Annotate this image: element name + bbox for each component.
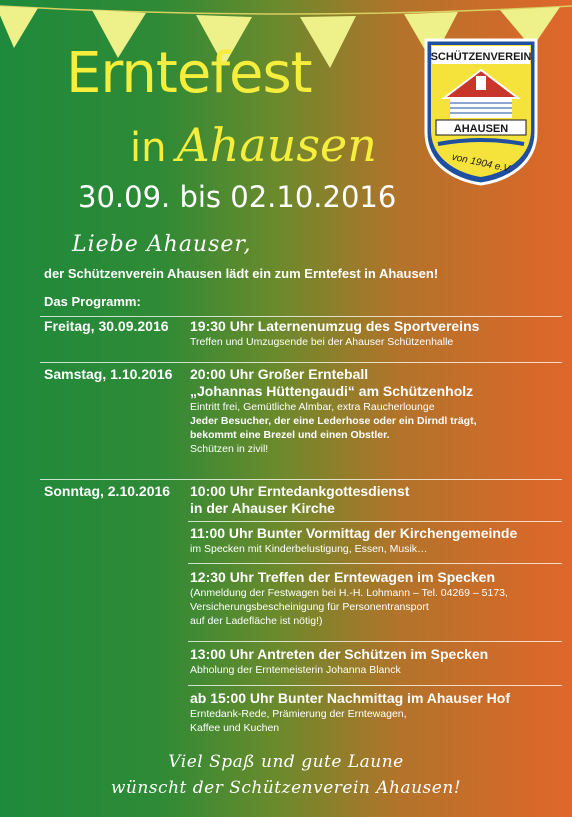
event-detail: (Anmeldung der Festwagen bei H.-H. Lohmann – Tel. 04269 – 5173, [190, 587, 508, 599]
event-title: 13:00 Uhr Antreten der Schützen im Specken [190, 646, 489, 662]
event-detail: Eintritt frei, Gemütliche Almbar, extra Raucherlounge [190, 401, 435, 413]
title-location [130, 118, 377, 172]
event-detail-bold: Jeder Besucher, der eine Lederhose oder ein Dirndl trägt, [190, 415, 477, 427]
event-title: 20:00 Uhr Großer Ernteball [190, 366, 369, 382]
event-sunday-1 [190, 483, 560, 517]
event-sunday-5 [190, 690, 560, 735]
badge-bottom-text: von 1904 e.V. [450, 151, 513, 176]
event-detail: Abholung der Erntemeisterin Johanna Blanck [190, 664, 401, 676]
badge-middle-text: AHAUSEN [453, 123, 509, 135]
event-detail-bold: bekommt eine Brezel und einen Obstler. [190, 429, 390, 441]
event-title: in der Ahauser Kirche [190, 500, 335, 516]
intro-text: der Schützenverein Ahausen lädt ein zum Erntefest in Ahausen! [44, 266, 439, 281]
badge-top-text: SCHÜTZENVEREIN [430, 51, 532, 63]
day-label-saturday: Samstag, 1.10.2016 [44, 366, 173, 382]
event-detail: Erntedank-Rede, Prämierung der Erntewagen, [190, 708, 407, 720]
event-detail: Versicherungsbescheinigung für Personentransport [190, 601, 429, 613]
divider [188, 563, 562, 564]
divider [188, 685, 562, 686]
event-detail: Kaffee und Kuchen [190, 722, 280, 734]
event-saturday-1 [190, 366, 560, 456]
day-label-friday: Freitag, 30.09.2016 [44, 318, 169, 334]
greeting: Liebe Ahauser, [72, 232, 252, 257]
title-place: Ahausen [176, 118, 377, 172]
event-detail: Schützen in zivil! [190, 443, 269, 455]
pennant [0, 6, 38, 48]
divider [40, 316, 562, 317]
event-title: 12:30 Uhr Treffen der Erntewagen im Specken [190, 569, 495, 585]
event-title: 10:00 Uhr Erntedankgottesdienst [190, 483, 410, 499]
event-title: ab 15:00 Uhr Bunter Nachmittag im Ahauser Hof [190, 690, 510, 706]
closing-line-2: wünscht der Schützenverein Ahausen! [110, 778, 462, 798]
event-title: 19:30 Uhr Laternenumzug des Sportvereins [190, 318, 480, 334]
event-detail: auf der Ladefläche ist nötig!) [190, 615, 323, 627]
page-title: Erntefest [66, 41, 312, 106]
event-sunday-2 [190, 525, 560, 556]
closing-line-1: Viel Spaß und gute Laune [168, 752, 404, 772]
divider [188, 521, 562, 522]
title-in: in [130, 125, 167, 171]
event-friday-1 [190, 318, 560, 349]
day-label-sunday: Sonntag, 2.10.2016 [44, 483, 171, 499]
event-title: „Johannas Hüttengaudi“ am Schützenholz [190, 383, 474, 399]
divider [40, 362, 562, 363]
event-sunday-4 [190, 646, 560, 677]
program-label: Das Programm: [44, 294, 141, 309]
club-emblem-icon [422, 36, 540, 186]
event-dates: 30.09. bis 02.10.2016 [78, 180, 397, 214]
divider [40, 479, 562, 480]
divider [188, 641, 562, 642]
event-detail: Treffen und Umzugsende bei der Ahauser Schützenhalle [190, 336, 454, 348]
event-sunday-3 [190, 569, 560, 628]
event-detail: im Specken mit Kinderbelustigung, Essen, Musik… [190, 543, 428, 555]
event-title: 11:00 Uhr Bunter Vormittag der Kirchengemeinde [190, 525, 518, 541]
